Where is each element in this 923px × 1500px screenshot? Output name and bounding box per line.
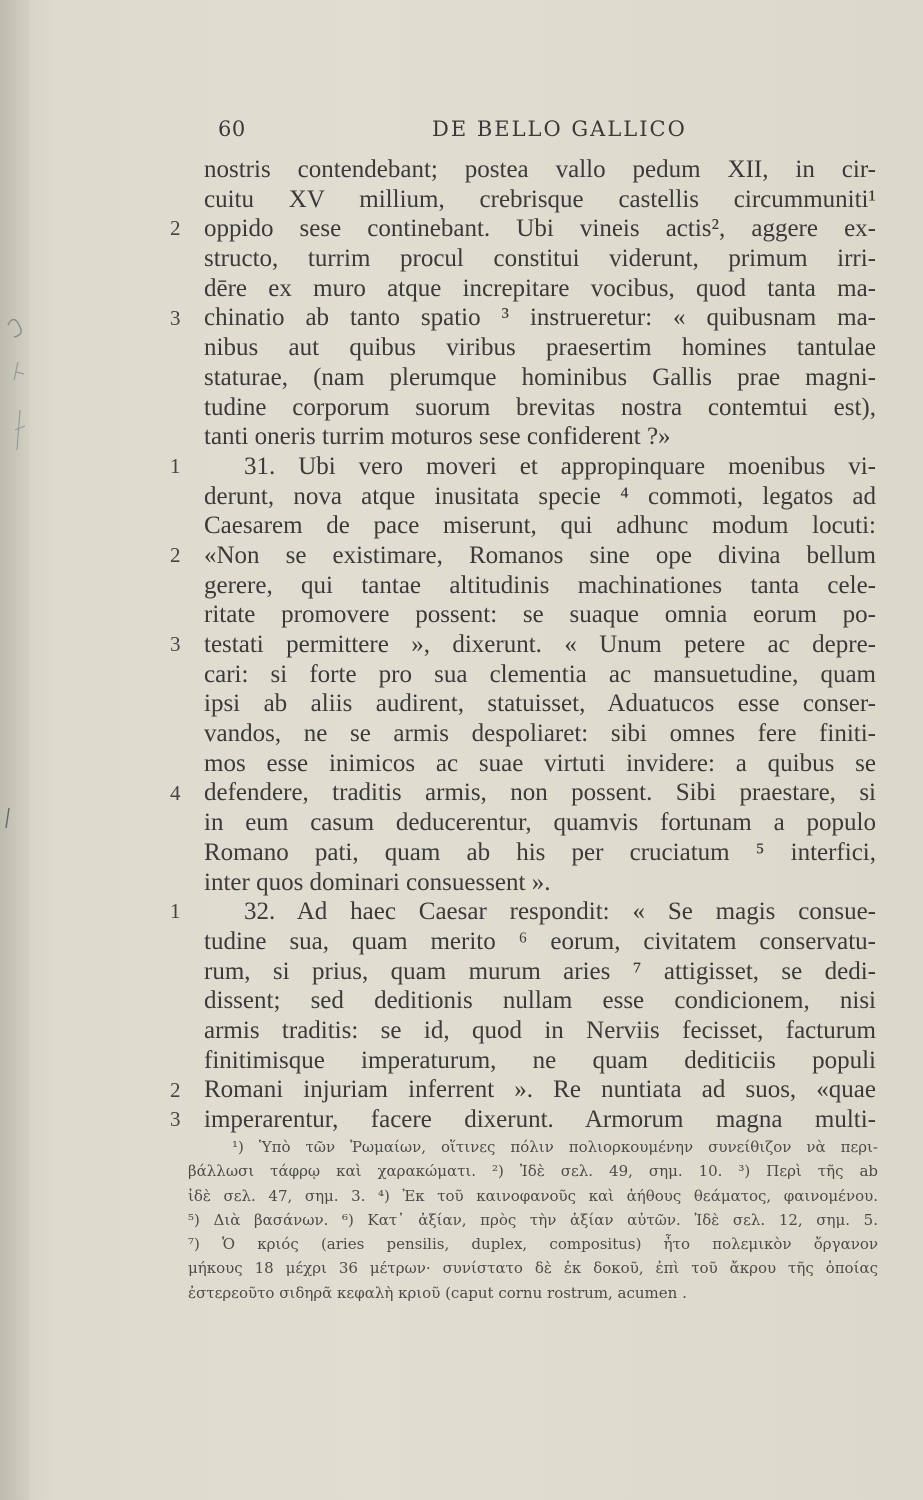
pencil-marks: [0, 280, 40, 880]
text-line: tudine corporum suorum brevitas nostra contemtui est),: [204, 393, 876, 421]
text-line: mos esse inimicos ac suae virtuti invidere: a quibus se: [204, 749, 876, 777]
page-number: 60: [218, 117, 246, 141]
margin-number: 1: [170, 899, 181, 923]
running-header: [0, 117, 923, 147]
text-line: tudine sua, quam merito ⁶ eorum, civitatem conservatu-: [204, 927, 876, 955]
text-line: chinatio ab tanto spatio ³ instrueretur: « quibusnam ma-: [204, 304, 876, 332]
text-line: finitimisque imperaturum, ne quam dediticiis populi: [204, 1046, 876, 1074]
text-line: testati permittere », dixerunt. « Unum petere ac depre-: [204, 631, 876, 658]
text-line: Romano pati, quam ab his per cruciatum ⁵ interfici,: [204, 838, 876, 866]
text-line: ipsi ab aliis audirent, statuisset, Aduatucos esse conser-: [204, 690, 876, 718]
margin-number: 2: [170, 1078, 181, 1102]
margin-number: 3: [170, 1107, 181, 1131]
footnotes: [188, 1135, 878, 1305]
text-line: cuitu XV millium, crebrisque castellis circummuniti¹: [204, 185, 876, 213]
text-line: inter quos dominari consuessent ».: [204, 868, 551, 896]
text-line: defendere, traditis armis, non possent. Sibi praestare, si: [204, 779, 876, 807]
text-line: structo, turrim procul constitui viderunt, primum irri-: [204, 245, 876, 273]
text-line: Romani injuriam inferrent ». Re nuntiata ad suos, «quae: [204, 1076, 876, 1104]
running-title: DE BELLO GALLICO: [432, 117, 687, 141]
text-line: Caesarem de pace miserunt, qui adhunc modum locuti:: [204, 512, 876, 540]
footnote-line: ⁵) Διὰ βασάνων. ⁶) Κατ᾽ ἀξίαν, πρὸς τὴν ἀξίαν αὐτῶν. Ἰδὲ σελ. 12, σημ. 5.: [188, 1210, 878, 1229]
text-line: derunt, nova atque inusitata specie ⁴ commoti, legatos ad: [204, 482, 876, 510]
margin-number: 3: [170, 632, 181, 656]
margin-number: 3: [170, 306, 181, 330]
chapter-31-start: 31. Ubi vero moveri et appropinquare moenibus vi-: [244, 452, 876, 480]
chapter-32-start: 32. Ad haec Caesar respondit: « Se magis consue-: [244, 898, 876, 926]
text-line: tanti oneris turrim moturos sese confiderent ?»: [204, 423, 671, 451]
text-line: imperarentur, facere dixerunt. Armorum magna multi-: [204, 1106, 876, 1133]
margin-number: 1: [170, 454, 181, 478]
text-line: dissent; sed deditionis nullam esse condicionem, nisi: [204, 987, 876, 1015]
text-line: nibus aut quibus viribus praesertim homines tantulae: [204, 334, 876, 362]
text-line: in eum casum deducerentur, quamvis fortunam a populo: [204, 809, 876, 837]
text-line: «Non se existimare, Romanos sine ope divina bellum: [204, 541, 876, 569]
text-line: vandos, ne se armis despoliaret: sibi omnes fere finiti-: [204, 720, 876, 748]
text-line: dēre ex muro atque increpitare vocibus, quod tanta ma-: [204, 274, 876, 302]
footnote-line: ἰδὲ σελ. 47, σημ. 3. ⁴) Ἐκ τοῦ καινοφανοῦς καὶ ἀήθους θεάματος, φαινομένου.: [188, 1186, 878, 1205]
text-line: oppido sese continebant. Ubi vineis actis², aggere ex-: [204, 215, 876, 243]
text-line: staturae, (nam plerumque hominibus Gallis prae magni-: [204, 363, 876, 391]
text-line: nostris contendebant; postea vallo pedum XII, in cir-: [204, 156, 876, 183]
margin-number: 2: [170, 543, 181, 567]
main-text: [204, 155, 876, 1135]
text-line: rum, si prius, quam murum aries ⁷ attigisset, se dedi-: [204, 957, 876, 985]
margin-number: 2: [170, 216, 181, 240]
footnote-line: ¹) Ὑπὸ τῶν Ῥωμαίων, οἵτινες πόλιν πολιορκουμένην συνείθιζον νὰ περι-: [232, 1138, 878, 1156]
text-line: ritate promovere possent: se suaque omnia eorum po-: [204, 601, 876, 629]
footnote-line: ἐστερεοῦτο σιδηρᾶ κεφαλὴ κριοῦ (caput cornu rostrum, acumen .: [188, 1283, 687, 1302]
footnote-line: μήκους 18 μέχρι 36 μέτρων· συνίστατο δὲ ἐκ δοκοῦ, ἐπὶ τοῦ ἄκρου τῆς ὁποίας: [188, 1259, 878, 1278]
text-line: cari: si forte pro sua clementia ac mansuetudine, quam: [204, 660, 876, 688]
footnote-line: βάλλωσι τάφρῳ καὶ χαρακώματι. ²) Ἰδὲ σελ. 49, σημ. 10. ³) Περὶ τῆς ab: [188, 1162, 878, 1181]
text-line: armis traditis: se id, quod in Nerviis fecisset, facturum: [204, 1016, 876, 1044]
margin-number: 4: [170, 781, 181, 805]
footnote-line: ⁷) Ὁ κριός (aries pensilis, duplex, compositus) ἦτο πολεμικὸν ὄργανον: [188, 1235, 878, 1254]
text-line: gerere, qui tantae altitudinis machinationes tanta cele-: [204, 571, 876, 599]
